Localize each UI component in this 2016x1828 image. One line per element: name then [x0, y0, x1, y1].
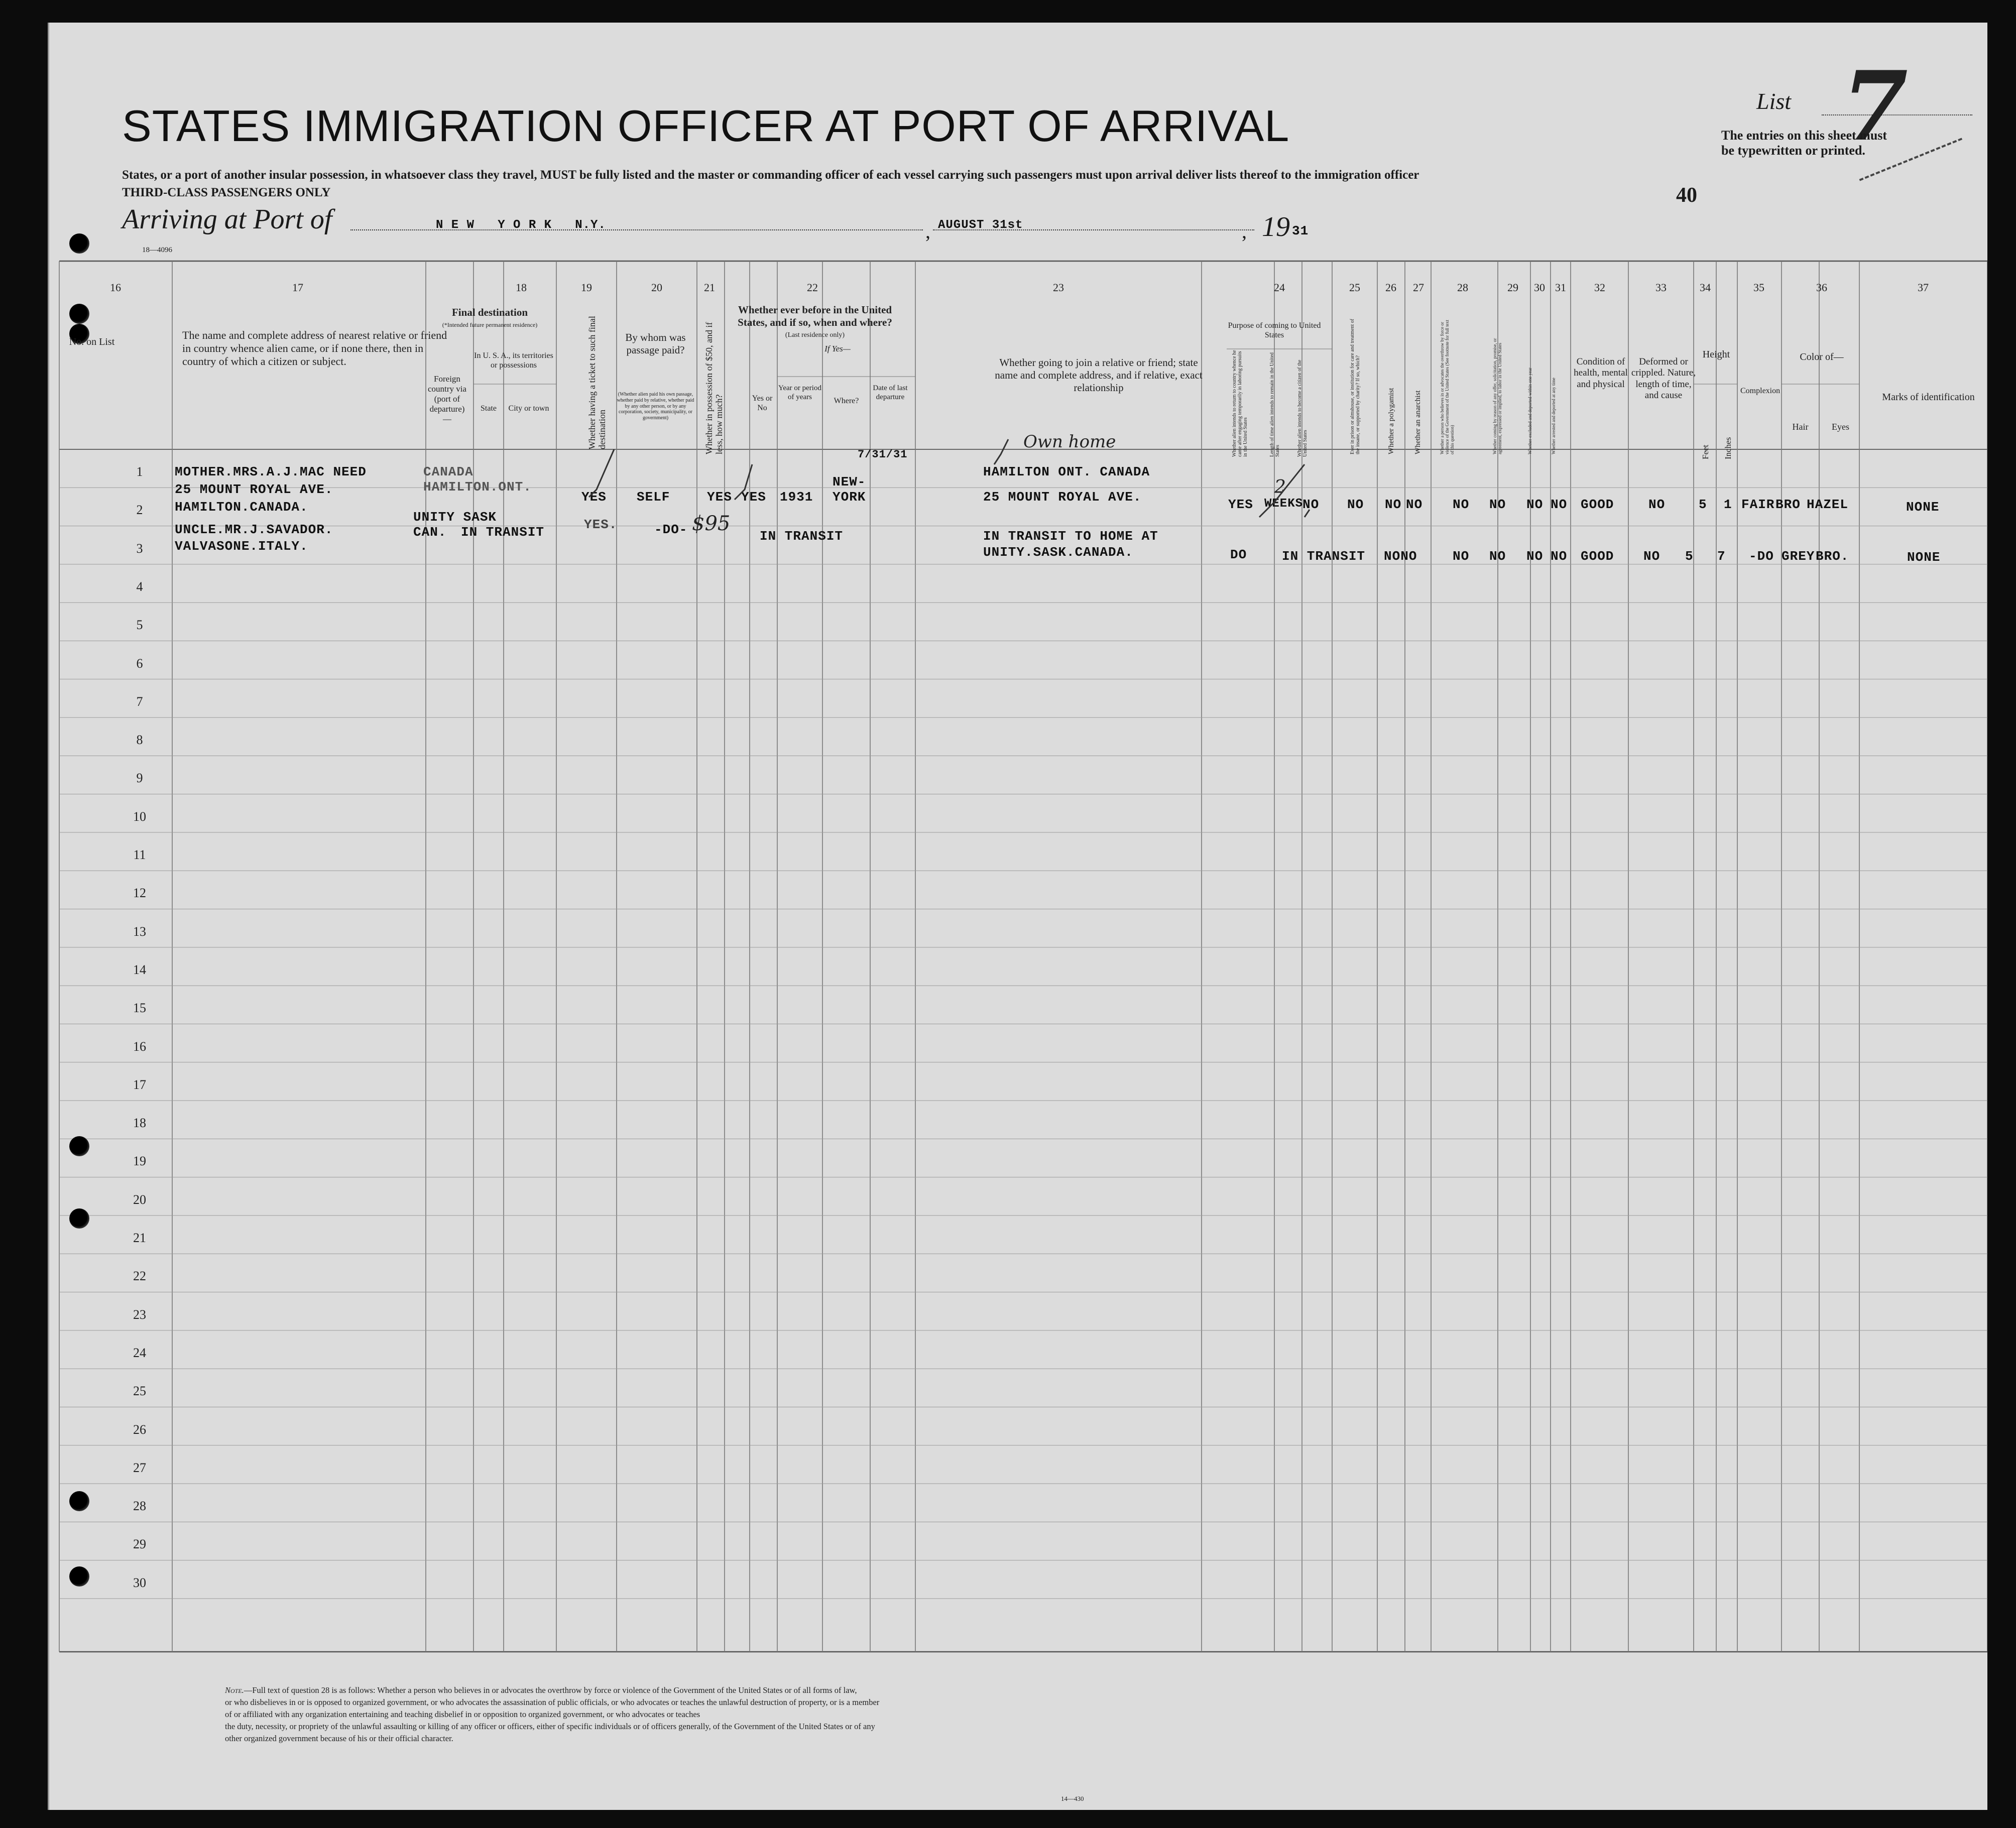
row-number: 15: [133, 1001, 146, 1016]
prison: NO: [1347, 497, 1364, 512]
column-number: 33: [1655, 281, 1667, 294]
hdr-color: Color of—: [1800, 351, 1844, 362]
arrival-date: AUGUST 31st: [938, 218, 1023, 232]
possession: YES: [707, 490, 732, 505]
height-feet: 5: [1699, 497, 1707, 512]
destination-state-2: CAN.: [413, 525, 447, 540]
purpose-return: DO: [1230, 547, 1247, 562]
deformed: NO: [1643, 549, 1661, 564]
row-number: 14: [133, 962, 146, 977]
relative-line-1: MOTHER.MRS.A.J.MAC NEED: [175, 464, 367, 479]
list-number: 7: [1842, 50, 1909, 162]
comma-1: ,: [925, 220, 930, 242]
hdr-yes-no: Yes or No: [752, 394, 773, 412]
row-number: 28: [133, 1499, 146, 1514]
row-number: 16: [133, 1039, 146, 1054]
arrival-port: N E W Y O R K N.Y.: [436, 218, 606, 232]
possession: $95: [692, 512, 731, 535]
height-feet: 5: [1685, 549, 1694, 564]
become-citizen: NO: [1302, 497, 1320, 512]
column-number: 22: [807, 281, 818, 294]
hdr-foreign-country: Foreign country via (port of departure)—: [428, 374, 466, 424]
hair-color: BRO: [1775, 497, 1801, 512]
row-number: 24: [133, 1345, 146, 1360]
paid-by: SELF: [637, 490, 670, 505]
hdr-inches: Inches: [1723, 437, 1733, 459]
length-stay: WEEKS: [1264, 497, 1303, 511]
hdr-arrested: Whether arrested and deported at any time: [1551, 378, 1556, 454]
hdr-where: Where?: [834, 397, 859, 405]
row-number: 23: [133, 1307, 146, 1322]
binder-hole-7: [69, 1566, 89, 1587]
health: GOOD: [1581, 497, 1614, 512]
footnote-line-3: of or affiliated with any organization entertaining and teaching disbelief in or opposition to organized government, or who advocates or teaches: [225, 1709, 700, 1719]
row-number: 20: [133, 1192, 146, 1207]
hdr-fifty-dollars: Whether in possession of $50, and if less, how much?: [704, 322, 724, 454]
before-year: 1931: [780, 490, 813, 505]
hdr-overthrow: Whether a person who believes in or advocates the overthrow by force or violence of the Government of the United States (See footnote for full text of this question): [1440, 320, 1455, 454]
before-date: 7/31/31: [858, 448, 908, 461]
column-number: 31: [1555, 281, 1566, 294]
polygamist: NO: [1385, 497, 1402, 512]
hdr-prison: Ever in prison or almshouse, or institution for care and treatment of the insane, or supported by charity? If so, which?: [1350, 319, 1361, 454]
row-number: 26: [133, 1422, 146, 1437]
hdr-final-destination-sub: (*Intended future permanent residence): [442, 321, 538, 328]
binder-hole-6: [69, 1491, 89, 1511]
hdr-joining: Whether going to join a relative or friend; state name and complete address, and if relative, exact relationship: [995, 356, 1203, 394]
hdr-purpose-return: Whether alien intends to return to country whence he came after engaging temporarily in laboring pursuits in the United States: [1232, 350, 1248, 457]
length-stay: IN TRANSIT: [1282, 549, 1366, 564]
column-number: 17: [292, 281, 303, 294]
column-number: 24: [1274, 281, 1285, 294]
destination-city: HAMILTON.ONT.: [423, 479, 532, 495]
hdr-city: City or town: [508, 404, 549, 413]
complexion: -DO: [1749, 549, 1774, 564]
overthrow: NO: [1453, 549, 1470, 564]
row-number: 1: [136, 464, 143, 479]
row-number: 8: [136, 733, 143, 748]
entries-note-2: be typewritten or printed.: [1721, 143, 1865, 158]
hdr-excluded: Whether excluded and deported within one year: [1527, 368, 1532, 454]
column-number: 35: [1753, 281, 1764, 294]
marks: NONE: [1907, 550, 1941, 565]
binder-hole-5: [69, 1208, 89, 1229]
before-where-2: YORK: [833, 490, 866, 505]
column-number: 19: [581, 281, 592, 294]
height-inches: 7: [1717, 549, 1726, 564]
eye-color: BRO.: [1816, 549, 1849, 564]
form-subtitle: States, or a port of another insular possession, in whatsoever class they travel, MUST be fully listed and the master or commanding officer of each vessel carrying such passengers must upon arrival deliver lists thereof to the immigration officer: [122, 168, 1419, 182]
column-number: 36: [1816, 281, 1827, 294]
hdr-year: Year or period of years: [778, 384, 821, 401]
hdr-polygamist: Whether a polygamist: [1387, 388, 1395, 454]
hdr-complexion: Complexion: [1740, 387, 1781, 395]
row-number: 2: [136, 503, 143, 518]
hdr-ticket: Whether having a ticket to such final destination: [587, 316, 607, 449]
row-number: 17: [133, 1077, 146, 1092]
purpose-return: YES: [1228, 497, 1253, 512]
form-number: 14—430: [1061, 1795, 1084, 1802]
column-number: 20: [651, 281, 662, 294]
hdr-marks: Marks of identification: [1882, 392, 1975, 403]
row-number: 12: [133, 886, 146, 901]
sheet-number: 40: [1676, 184, 1697, 207]
row-number: 21: [133, 1231, 146, 1245]
hdr-purpose: Purpose of coming to United States: [1228, 321, 1321, 339]
relative-line-2: 25 MOUNT ROYAL AVE.: [175, 482, 333, 497]
hdr-hair: Hair: [1792, 422, 1809, 432]
destination-state-1: UNITY SASK: [413, 510, 497, 525]
arriving-label: Arriving at Port of: [122, 204, 332, 235]
form-title: STATES IMMIGRATION OFFICER AT PORT OF ARRIVAL: [122, 101, 1290, 151]
binder-hole-1: [69, 233, 89, 254]
row-number: 10: [133, 809, 146, 824]
hdr-feet: Feet: [1701, 444, 1710, 459]
hdr-anarchist: Whether an anarchist: [1414, 390, 1422, 454]
hdr-before-sub: (Last residence only): [785, 331, 845, 339]
binder-hole-2: [69, 304, 89, 324]
column-number: 32: [1594, 281, 1605, 294]
row-number: 4: [136, 579, 143, 594]
length-number: 2: [1274, 477, 1286, 498]
row-number: 11: [133, 847, 146, 862]
row-number: 22: [133, 1269, 146, 1284]
excluded: NO: [1526, 549, 1544, 564]
hdr-height: Height: [1702, 349, 1730, 360]
paid-by: -DO-: [654, 522, 688, 537]
health: GOOD: [1581, 549, 1614, 564]
foreign-country: CANADA: [423, 464, 473, 479]
footnote-line-5: other organized government because of his or their official character.: [225, 1733, 453, 1743]
row-number: 13: [133, 924, 146, 939]
overthrow: NO: [1453, 497, 1470, 512]
relative-line-3: HAMILTON.CANADA.: [175, 500, 308, 515]
joining-line-2: 25 MOUNT ROYAL AVE.: [983, 490, 1142, 505]
comma-2: ,: [1242, 220, 1247, 242]
year-prefix: 19: [1262, 211, 1290, 242]
column-number: 18: [516, 281, 527, 294]
hdr-state: State: [481, 404, 497, 413]
ticket: YES: [581, 490, 607, 505]
row-number: 3: [136, 541, 143, 556]
list-label: List: [1756, 88, 1792, 114]
joining-line-1: HAMILTON ONT. CANADA: [983, 464, 1150, 479]
before-where-1: NEW-: [833, 474, 866, 490]
hdr-before-in-us: Whether ever before in the United States, and if so, when and where?: [738, 304, 892, 328]
footnote-line-2: or who disbelieves in or is opposed to organized government, or who advocates the assassination of public officials, or who advocates or teaches the unlawful destruction of property, or is a member: [225, 1697, 880, 1707]
ticket: YES.: [584, 517, 618, 532]
class-line: THIRD-CLASS PASSENGERS ONLY: [122, 186, 331, 199]
footnote-label: Note.: [225, 1685, 244, 1695]
hdr-eyes: Eyes: [1832, 422, 1849, 432]
hdr-paid-by: By whom was passage paid?: [625, 331, 686, 356]
row-number: 7: [136, 694, 143, 709]
labor-offer: NO: [1489, 549, 1506, 564]
column-number: 25: [1349, 281, 1360, 294]
deformed: NO: [1648, 497, 1666, 512]
joining-note: Own home: [1023, 432, 1116, 452]
row-number: 5: [136, 618, 143, 633]
column-number: 30: [1534, 281, 1545, 294]
footnote: [225, 1684, 1229, 1745]
hdr-in-usa: In U. S. A., its territories or possessions: [474, 351, 553, 370]
hdr-paid-by-note: (Whether alien paid his own passage, whether paid by relative, whether paid by any other person, or by any corporation, society, municipality, or government): [617, 392, 694, 421]
relative-line-1: UNCLE.MR.J.SAVADOR.: [175, 522, 333, 537]
column-number: 23: [1053, 281, 1064, 294]
form-code: 18—4096: [142, 246, 172, 254]
labor-offer: NO: [1489, 497, 1506, 512]
column-number: 27: [1413, 281, 1424, 294]
column-number: 34: [1700, 281, 1711, 294]
height-inches: 1: [1724, 497, 1732, 512]
manifest-sheet: [48, 23, 1987, 1810]
hdr-last-departure: Date of last departure: [873, 384, 908, 401]
excluded: NO: [1526, 497, 1544, 512]
before-in-transit: IN TRANSIT: [760, 529, 844, 544]
row-number: 18: [133, 1116, 146, 1131]
hdr-deformed: Deformed or crippled. Nature, length of time, and cause: [1631, 356, 1696, 401]
polygamist: NONO: [1384, 549, 1417, 564]
row-number: 6: [136, 656, 143, 671]
row-number: 29: [133, 1537, 146, 1552]
column-number: 37: [1918, 281, 1929, 294]
column-number: 26: [1385, 281, 1396, 294]
arrested: NO: [1551, 497, 1568, 512]
hair-color: GREY: [1782, 549, 1815, 564]
hdr-relative: The name and complete address of nearest relative or friend in country whence alien came, or if none there, then in country of which a citizen or subject.: [182, 329, 447, 368]
column-number: 29: [1507, 281, 1518, 294]
column-number: 21: [704, 281, 715, 294]
joining-line-2: UNITY.SASK.CANADA.: [983, 545, 1133, 560]
hdr-final-destination: Final destination: [451, 306, 528, 318]
entries-note-1: The entries on this sheet must: [1721, 128, 1887, 143]
hdr-if-yes: If Yes—: [824, 344, 851, 353]
row-number: 27: [133, 1460, 146, 1475]
row-number: 19: [133, 1154, 146, 1169]
anarchist: NO: [1406, 497, 1423, 512]
arrested: NO: [1551, 549, 1568, 564]
before-yes-no: YES: [741, 490, 766, 505]
relative-line-2: VALVASONE.ITALY.: [175, 539, 308, 554]
eye-color: HAZEL: [1807, 497, 1849, 512]
hdr-health: Condition of health, mental and physical: [1574, 356, 1628, 390]
hdr-labor-offer: Whether coming by reason of any offer, solicitation, promise, or agreement, expressed or implied, to labor in the United States: [1492, 338, 1502, 454]
row-number: 25: [133, 1384, 146, 1399]
destination-city: IN TRANSIT: [461, 525, 545, 540]
hdr-purpose-citizen: Whether alien intends to become a citizen of the United States: [1297, 359, 1308, 457]
marks: NONE: [1906, 500, 1940, 515]
column-number: 28: [1457, 281, 1468, 294]
row-number: 9: [136, 771, 143, 786]
column-number: 16: [110, 281, 121, 294]
hdr-no-on-list: No. on List: [69, 336, 115, 347]
row-number: 30: [133, 1575, 146, 1590]
binder-hole-4: [69, 1136, 89, 1156]
joining-line-1: IN TRANSIT TO HOME AT: [983, 529, 1158, 544]
footnote-line-1: —Full text of question 28 is as follows: Whether a person who believes in or advocates the overthrow by force or violence of the Government of the United States or of all forms of law,: [244, 1685, 857, 1695]
year-suffix: 31: [1292, 223, 1309, 238]
hdr-purpose-length: Length of time alien intends to remain in the United States: [1269, 352, 1280, 457]
complexion: FAIR: [1741, 497, 1775, 512]
footnote-line-4: the duty, necessity, or propriety of the unlawful assaulting or killing of any officer or officers, either of specific individuals or of officers generally, of the Government of the United States or of any: [225, 1721, 875, 1731]
